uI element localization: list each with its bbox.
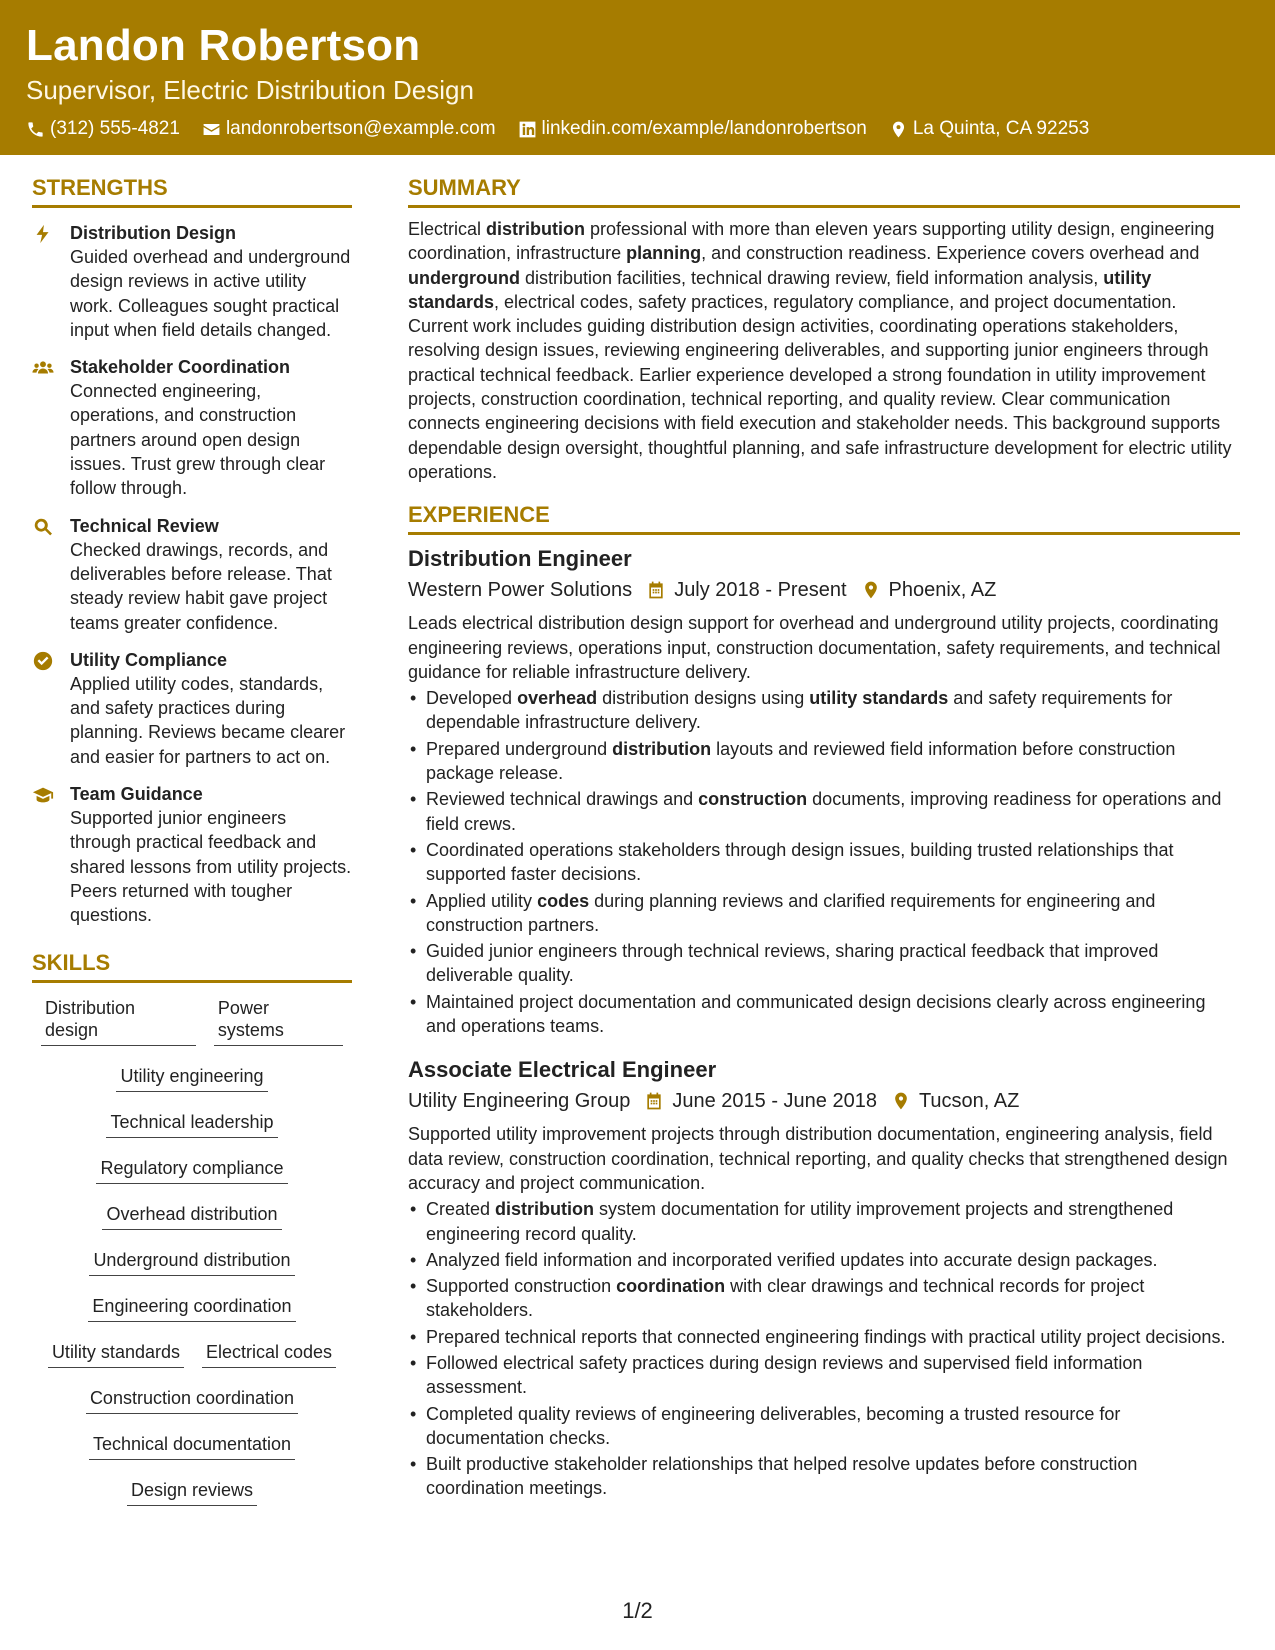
strength-item bbox=[32, 514, 352, 635]
left-column bbox=[32, 175, 352, 1525]
text-run: documents, improving readiness for operations and field crews. bbox=[426, 789, 1222, 834]
strength-item bbox=[32, 221, 352, 342]
skill-row bbox=[77, 1387, 307, 1414]
skill-row bbox=[80, 1249, 303, 1276]
text-run: and safety requirements for dependable infrastructure delivery. bbox=[426, 688, 1173, 733]
strength-desc: Connected engineering, operations, and construction partners around open design issues. Trust grew through clear follow through. bbox=[70, 381, 326, 499]
skills-heading: SKILLS bbox=[32, 950, 352, 983]
contact-email[interactable] bbox=[202, 118, 496, 140]
bold-keyword: utility standards bbox=[408, 267, 1152, 312]
text-run: Guided junior engineers through technical reviews, sharing practical feedback that improved deliverable quality. bbox=[426, 941, 1159, 986]
job-bullet bbox=[408, 1402, 1240, 1451]
strength-item bbox=[32, 782, 352, 927]
job-bullet bbox=[408, 1248, 1240, 1272]
strengths-heading: STRENGTHS bbox=[32, 175, 352, 208]
text-run: Maintained project documentation and communicated design decisions clearly across engineering and operations teams. bbox=[426, 991, 1206, 1037]
bold-keyword: planning bbox=[626, 243, 702, 264]
job-meta bbox=[408, 577, 1240, 603]
strength-desc: Checked drawings, records, and deliverables before release. That steady review habit gave project teams greater confidence. bbox=[70, 539, 332, 633]
email-text: landonrobertson@example.com bbox=[225, 118, 496, 140]
skill-tag: Utility engineering bbox=[116, 1065, 267, 1092]
linkedin-text: linkedin.com/example/landonrobertson bbox=[541, 118, 867, 140]
text-run: , electrical codes, safety practices, regulatory compliance, and project documentation. Current work includes guiding distribution design activities, coordinating operations stakeholders, resolving design issues, reviewing engineering deliverables, and supporting junior engineers through practical technical feedback. Earlier experience developed a strong foundation in utility improvement projects, construction coordination, technical reporting, and quality review. Clear communication connects engineering decisions with field execution and stakeholder needs. This background supports dependable design oversight, thoughtful planning, and safe infrastructure development for electric utility operations. bbox=[408, 291, 1232, 482]
candidate-name: Landon Robertson bbox=[26, 21, 421, 70]
job-dates bbox=[646, 577, 846, 603]
text-run: during planning reviews and clarified requirements for engineering and construction partners. bbox=[426, 890, 1156, 935]
contact-bar bbox=[26, 118, 1275, 140]
strength-name: Technical Review bbox=[70, 515, 219, 536]
job-bullet bbox=[408, 990, 1240, 1039]
skill-tag: Construction coordination bbox=[86, 1387, 298, 1414]
envelope-icon bbox=[202, 120, 221, 139]
text-run: Followed electrical safety practices during design reviews and supervised field information assessment. bbox=[426, 1352, 1143, 1398]
job-entry bbox=[408, 1056, 1240, 1500]
skill-row bbox=[39, 1341, 345, 1368]
skill-tag: Distribution design bbox=[41, 997, 196, 1046]
bold-keyword: coordination bbox=[616, 1276, 726, 1297]
location-text: La Quinta, CA 92253 bbox=[912, 118, 1090, 140]
map-marker-icon bbox=[861, 580, 881, 600]
job-title: Distribution Engineer bbox=[408, 546, 632, 572]
text-run: layouts and reviewed field information before construction package release. bbox=[426, 738, 1176, 784]
users-icon bbox=[32, 357, 54, 379]
text-run: Developed bbox=[426, 688, 518, 709]
bold-keyword: distribution bbox=[486, 219, 586, 239]
bold-keyword: underground bbox=[408, 267, 520, 288]
skill-tag: Regulatory compliance bbox=[96, 1157, 287, 1184]
skill-row bbox=[118, 1479, 266, 1506]
skill-row bbox=[32, 997, 352, 1046]
skill-tag: Underground distribution bbox=[89, 1249, 294, 1276]
strength-desc: Applied utility codes, standards, and safety practices during planning. Reviews became clearer and easier for partners to act on. bbox=[70, 673, 346, 767]
strength-desc: Supported junior engineers through practical feedback and shared lessons from utility projects. Peers returned with tougher questions. bbox=[70, 808, 352, 926]
skill-row bbox=[80, 1433, 304, 1460]
bold-keyword: distribution bbox=[612, 738, 712, 759]
strength-item bbox=[32, 648, 352, 769]
bold-keyword: construction bbox=[698, 789, 808, 810]
text-run: Reviewed technical drawings and bbox=[426, 789, 699, 810]
strength-name: Utility Compliance bbox=[70, 649, 228, 670]
skill-tag: Utility standards bbox=[48, 1341, 184, 1368]
text-run: professional with more than eleven years supporting utility design, engineering coordination, infrastructure bbox=[408, 219, 1215, 264]
skill-row bbox=[107, 1065, 276, 1092]
text-run: distribution facilities, technical drawing review, field information analysis, bbox=[519, 267, 1104, 288]
calendar-icon bbox=[644, 1091, 664, 1111]
job-dates bbox=[644, 1088, 877, 1114]
strength-name: Team Guidance bbox=[70, 784, 203, 805]
bold-keyword: overhead bbox=[517, 688, 598, 709]
experience-heading: EXPERIENCE bbox=[408, 502, 1240, 535]
strength-item bbox=[32, 355, 352, 500]
skill-row bbox=[79, 1295, 304, 1322]
job-bullet bbox=[408, 939, 1240, 988]
skill-tag: Technical leadership bbox=[106, 1111, 277, 1138]
bold-keyword: utility standards bbox=[809, 688, 949, 709]
check-circle-icon bbox=[32, 650, 54, 672]
skill-tag: Technical documentation bbox=[89, 1433, 295, 1460]
job-bullet bbox=[408, 686, 1240, 735]
job-entry bbox=[408, 545, 1240, 1038]
skill-row bbox=[87, 1157, 296, 1184]
job-location bbox=[891, 1088, 1019, 1114]
strength-name: Distribution Design bbox=[70, 223, 236, 243]
job-dates-text: June 2015 - June 2018 bbox=[672, 1090, 877, 1113]
graduation-cap-icon bbox=[32, 784, 54, 806]
job-bullet bbox=[408, 838, 1240, 887]
skill-tag: Electrical codes bbox=[202, 1341, 336, 1368]
search-icon bbox=[32, 516, 54, 538]
text-run: distribution designs using bbox=[597, 688, 810, 709]
job-description: Leads electrical distribution design support for overhead and underground utility projects, coordinating engineering reviews, operations input, construction documentation, safety requirements, and technical guidance for reliable infrastructure delivery. bbox=[408, 613, 1221, 682]
job-bullet bbox=[408, 787, 1240, 836]
phone-icon bbox=[26, 120, 45, 139]
text-run: , and construction readiness. Experience covers overhead and bbox=[701, 243, 1200, 264]
contact-phone[interactable] bbox=[26, 118, 180, 140]
skill-tag: Overhead distribution bbox=[102, 1203, 281, 1230]
contact-linkedin[interactable] bbox=[518, 118, 867, 140]
text-run: Electrical bbox=[408, 219, 487, 239]
candidate-title: Supervisor, Electric Distribution Design bbox=[26, 75, 474, 106]
text-run: Prepared technical reports that connected engineering findings with practical utility project decisions. bbox=[426, 1326, 1226, 1347]
bolt-icon bbox=[32, 223, 54, 245]
job-company: Western Power Solutions bbox=[408, 579, 633, 602]
job-bullet bbox=[408, 1452, 1240, 1501]
skill-row bbox=[93, 1203, 290, 1230]
strength-name: Stakeholder Coordination bbox=[70, 357, 291, 378]
text-run: Supported construction bbox=[426, 1276, 617, 1297]
text-run: Applied utility bbox=[426, 890, 538, 911]
text-run: Coordinated operations stakeholders through design issues, building trusted relationships that supported faster decisions. bbox=[426, 839, 1174, 885]
resume-header bbox=[0, 0, 1275, 155]
skill-tag: Engineering coordination bbox=[88, 1295, 295, 1322]
skill-tag: Power systems bbox=[214, 997, 343, 1046]
map-marker-icon bbox=[889, 120, 908, 139]
job-bullet bbox=[408, 1325, 1240, 1349]
page-number: 1/2 bbox=[622, 1598, 653, 1623]
job-bullet bbox=[408, 1197, 1240, 1246]
bold-keyword: distribution bbox=[495, 1199, 595, 1220]
job-bullet bbox=[408, 1274, 1240, 1323]
summary-text bbox=[408, 217, 1240, 484]
map-marker-icon bbox=[891, 1091, 911, 1111]
text-run: Built productive stakeholder relationships that helped resolve updates before construction coordination meetings. bbox=[426, 1454, 1138, 1499]
job-title: Associate Electrical Engineer bbox=[408, 1057, 717, 1083]
job-location-text: Phoenix, AZ bbox=[888, 579, 997, 602]
job-bullet bbox=[408, 737, 1240, 786]
text-run: Created bbox=[426, 1199, 496, 1220]
job-company: Utility Engineering Group bbox=[408, 1090, 631, 1113]
text-run: Completed quality reviews of engineering deliverables, becoming a trusted resource for documentation checks. bbox=[426, 1403, 1121, 1448]
job-bullets bbox=[408, 686, 1240, 1038]
skill-row bbox=[97, 1111, 286, 1138]
job-bullet bbox=[408, 1351, 1240, 1400]
job-meta bbox=[408, 1088, 1240, 1114]
text-run: Prepared underground bbox=[426, 738, 613, 759]
right-column bbox=[408, 175, 1240, 1503]
contact-location bbox=[889, 118, 1089, 140]
job-description: Supported utility improvement projects through distribution documentation, engineering analysis, field data review, construction coordination, technical reporting, and quality checks that strengthened design accuracy and project communication. bbox=[408, 1124, 1228, 1193]
summary-heading: SUMMARY bbox=[408, 175, 1240, 208]
linkedin-icon bbox=[518, 120, 537, 139]
job-bullet bbox=[408, 889, 1240, 938]
text-run: system documentation for utility improvement projects and strengthened engineering record quality. bbox=[426, 1199, 1174, 1244]
skills-list bbox=[32, 997, 352, 1525]
job-dates-text: July 2018 - Present bbox=[674, 579, 847, 602]
bold-keyword: codes bbox=[537, 890, 590, 911]
text-run: with clear drawings and technical records for project stakeholders. bbox=[426, 1276, 1145, 1321]
skill-tag: Design reviews bbox=[127, 1479, 257, 1506]
strength-desc: Guided overhead and underground design reviews in active utility work. Colleagues sought practical input when field details changed. bbox=[70, 247, 351, 340]
text-run: Analyzed field information and incorporated verified updates into accurate design packages. bbox=[426, 1249, 1158, 1270]
job-location-text: Tucson, AZ bbox=[918, 1090, 1020, 1113]
job-location bbox=[861, 577, 997, 603]
phone-text: (312) 555-4821 bbox=[50, 118, 180, 140]
calendar-icon bbox=[646, 580, 666, 600]
job-bullets bbox=[408, 1197, 1240, 1501]
